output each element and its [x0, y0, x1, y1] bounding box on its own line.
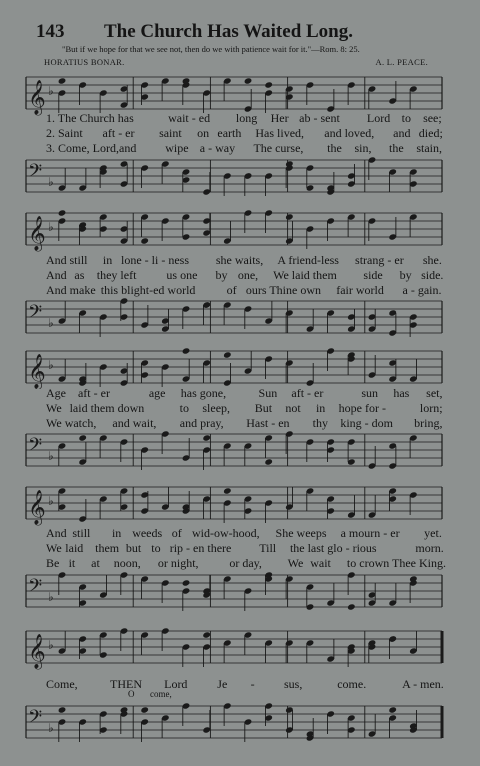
- bass-staff-5: [0, 697, 480, 747]
- lyric-line: [0, 268, 480, 283]
- lyric-syllable: wait: [310, 556, 331, 570]
- lyric-syllable: lorn;: [419, 401, 443, 415]
- lyric-line: [0, 126, 480, 141]
- lyric-syllable: the: [327, 141, 342, 155]
- lyric-syllable: aft - er: [77, 386, 110, 400]
- lyric-syllable: We: [287, 556, 304, 570]
- lyric-syllable: Her: [270, 111, 289, 125]
- svg-text:𝄢: 𝄢: [28, 302, 43, 327]
- lyric-syllable: aft - er: [291, 386, 324, 400]
- lyric-syllable: or day,: [229, 556, 262, 570]
- lyric-syllable: king - dom: [340, 416, 394, 430]
- lyric-syllable: still: [72, 526, 91, 540]
- svg-text:♭: ♭: [48, 590, 54, 604]
- lyric-syllable: to: [401, 111, 411, 125]
- lyric-syllable: We laid them: [273, 268, 337, 282]
- lyric-syllable: of: [226, 283, 237, 297]
- lyric-syllable: -: [250, 677, 255, 691]
- lyric-line: [0, 111, 480, 126]
- lyric-syllable: laid: [65, 541, 84, 555]
- lyric-syllable: and loved,: [324, 126, 375, 140]
- lyric-syllable: but: [125, 541, 142, 555]
- lyric-syllable: hope for -: [338, 401, 386, 415]
- lyric-syllable: the last glo - rious: [289, 541, 377, 555]
- lyric-syllable: a mourn - er: [340, 526, 400, 540]
- svg-text:♭: ♭: [48, 220, 54, 234]
- svg-text:♭: ♭: [48, 316, 54, 330]
- lyric-line: [0, 526, 480, 541]
- svg-text:♭: ♭: [48, 84, 54, 98]
- composer-credit: A. L. PEACE.: [375, 57, 428, 67]
- lyric-syllable: in: [315, 401, 326, 415]
- lyric-syllable: and: [393, 126, 411, 140]
- hymn-title: The Church Has Waited Long.: [104, 21, 353, 42]
- lyric-syllable: weeds: [132, 526, 163, 540]
- lyric-line: [0, 253, 480, 268]
- lyric-syllable: Be: [46, 556, 60, 570]
- lyric-syllable: to: [179, 401, 189, 415]
- lyric-syllable: aft - er: [102, 126, 135, 140]
- lyric-syllable: side.: [421, 268, 444, 282]
- hymn-number: 143: [36, 21, 65, 42]
- lyric-syllable: a - gain.: [402, 283, 442, 297]
- bass-staff-4: [0, 568, 480, 614]
- svg-text:𝄢: 𝄢: [28, 707, 43, 732]
- treble-staff-2: [0, 205, 480, 253]
- lyric-syllable: 3. Come, Lord,and: [46, 141, 137, 155]
- svg-text:𝄢: 𝄢: [28, 435, 43, 460]
- lyric-syllable: set,: [426, 386, 443, 400]
- lyric-syllable: ours Thine own: [245, 283, 321, 297]
- lyric-syllable: Till: [259, 541, 277, 555]
- lyric-syllable: And: [46, 526, 67, 540]
- bass-staff-3: [0, 428, 480, 472]
- lyric-syllable: has: [393, 386, 410, 400]
- lyric-syllable: Sun: [258, 386, 278, 400]
- lyric-syllable: A friend-less: [277, 253, 339, 267]
- lyric-syllable: they left: [96, 268, 137, 282]
- lyric-syllable: on: [197, 126, 210, 140]
- lyric-syllable: We watch,: [46, 416, 97, 430]
- lyric-syllable: Lord: [164, 677, 188, 691]
- svg-text:♭: ♭: [48, 638, 54, 652]
- lyric-syllable: one,: [237, 268, 259, 282]
- svg-text:♭: ♭: [48, 175, 54, 189]
- lyric-syllable: died;: [418, 126, 443, 140]
- svg-text:𝄢: 𝄢: [28, 576, 43, 601]
- lyric-syllable: and pray,: [179, 416, 224, 430]
- lyric-syllable: We: [46, 401, 62, 415]
- lyric-syllable: to crown Thee King.: [346, 556, 446, 570]
- lyric-syllable: bring,: [414, 416, 443, 430]
- lyric-syllable: Come,: [46, 677, 78, 691]
- lyric-syllable: she.: [422, 253, 442, 267]
- lyric-syllable: wait - ed: [168, 111, 211, 125]
- lyric-syllable: wipe: [165, 141, 189, 155]
- treble-staff-3: [0, 345, 480, 389]
- lyric-syllable: Lord: [366, 111, 391, 125]
- lyric-syllable: ab - sent: [299, 111, 340, 125]
- scripture-epigraph: "But if we hope for that we see not, then do we with patience wait for it."—Rom. 8: 25.: [62, 44, 360, 54]
- lyric-syllable: sun: [361, 386, 379, 400]
- treble-staff-5: [0, 622, 480, 672]
- lyric-syllable: wid-ow-hood,: [191, 526, 260, 540]
- lyric-syllable: A - men.: [402, 677, 444, 691]
- svg-text:𝄞: 𝄞: [28, 634, 46, 669]
- small-lyric-come: come,: [150, 689, 172, 699]
- lyric-syllable: THEN: [110, 677, 142, 691]
- lyric-syllable: noon,: [113, 556, 141, 570]
- lyric-syllable: see;: [423, 111, 442, 125]
- lyric-syllable: morn.: [415, 541, 444, 555]
- lyric-syllable: of: [171, 526, 182, 540]
- bass-staff-1: [0, 154, 480, 198]
- lyric-line: [0, 386, 480, 401]
- lyric-syllable: the: [389, 141, 404, 155]
- lyric-syllable: Has lived,: [255, 126, 305, 140]
- lyric-syllable: 2. Saint: [46, 126, 83, 140]
- lyric-syllable: Hast - en: [246, 416, 290, 430]
- svg-text:𝄢: 𝄢: [28, 161, 43, 186]
- lyricist-credit: HORATIUS BONAR.: [44, 57, 125, 67]
- svg-text:𝄞: 𝄞: [28, 490, 46, 525]
- lyric-syllable: it: [68, 556, 76, 570]
- lyric-syllable: to: [151, 541, 161, 555]
- lyric-syllable: in: [102, 253, 113, 267]
- svg-text:♭: ♭: [48, 494, 54, 508]
- lyric-syllable: saint: [159, 126, 182, 140]
- lyric-syllable: fair world: [336, 283, 384, 297]
- lyric-syllable: has gone,: [180, 386, 227, 400]
- svg-text:♭: ♭: [48, 449, 54, 463]
- lyric-syllable: come.: [337, 677, 367, 691]
- small-lyric-o: O: [128, 689, 135, 699]
- lyric-syllable: sin,: [354, 141, 372, 155]
- lyric-syllable: a - way: [199, 141, 236, 155]
- svg-text:♭: ♭: [48, 721, 54, 735]
- lyric-syllable: age: [148, 386, 166, 400]
- lyric-syllable: at: [91, 556, 100, 570]
- lyric-syllable: not: [285, 401, 301, 415]
- lyric-syllable: them: [95, 541, 120, 555]
- lyric-syllable: side: [363, 268, 383, 282]
- lyric-syllable: But: [254, 401, 273, 415]
- lyric-syllable: lone - li - ness: [121, 253, 189, 267]
- lyric-syllable: by: [399, 268, 412, 282]
- lyric-syllable: us one: [166, 268, 198, 282]
- lyric-syllable: yet.: [424, 526, 442, 540]
- lyric-syllable: by: [215, 268, 228, 282]
- bass-staff-2: [0, 295, 480, 339]
- lyric-syllable: thy: [312, 416, 328, 430]
- lyric-syllable: 1. The Church has: [46, 111, 134, 125]
- treble-staff-4: [0, 480, 480, 526]
- lyric-syllable: sleep,: [202, 401, 231, 415]
- lyric-syllable: laid them down: [69, 401, 145, 415]
- lyric-syllable: or night,: [157, 556, 199, 570]
- lyric-syllable: long: [235, 111, 258, 125]
- lyric-syllable: And make: [46, 283, 96, 297]
- svg-text:𝄞: 𝄞: [28, 216, 46, 251]
- lyric-syllable: sus,: [284, 677, 303, 691]
- lyric-syllable: Je: [217, 677, 228, 691]
- lyric-syllable: And: [46, 253, 67, 267]
- lyric-syllable: she waits,: [215, 253, 264, 267]
- lyric-syllable: We: [46, 541, 62, 555]
- svg-text:𝄞: 𝄞: [28, 80, 46, 115]
- lyric-syllable: The curse,: [253, 141, 304, 155]
- lyric-syllable: rip - en there: [169, 541, 232, 555]
- lyric-syllable: strang - er: [355, 253, 404, 267]
- lyric-syllable: still: [69, 253, 88, 267]
- lyric-syllable: as: [74, 268, 85, 282]
- lyric-syllable: And: [46, 268, 67, 282]
- lyric-line: [0, 401, 480, 416]
- lyric-syllable: She weeps: [275, 526, 327, 540]
- lyric-syllable: in: [111, 526, 122, 540]
- lyric-syllable: this blight-ed world: [100, 283, 196, 297]
- lyric-syllable: Age: [46, 386, 66, 400]
- lyric-syllable: earth: [217, 126, 242, 140]
- svg-text:𝄞: 𝄞: [28, 354, 46, 389]
- svg-text:♭: ♭: [48, 358, 54, 372]
- lyric-line: [0, 541, 480, 556]
- lyric-syllable: stain,: [416, 141, 442, 155]
- lyric-line: [0, 677, 480, 692]
- lyric-syllable: and wait,: [112, 416, 157, 430]
